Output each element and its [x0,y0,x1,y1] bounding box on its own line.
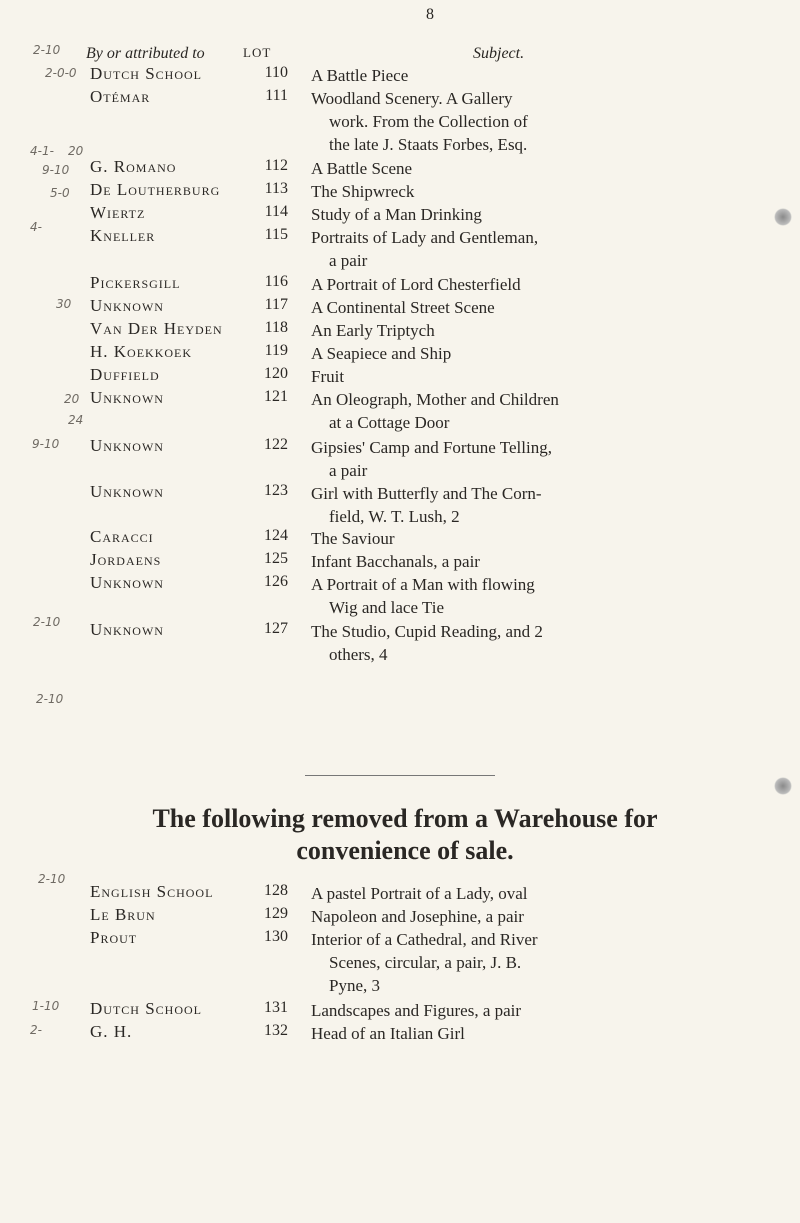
lot-artist: English School [90,882,214,901]
lot-subject-line: Wig and lace Tie [329,598,444,617]
pencil-note: 2-10 [36,692,64,706]
lot-subject-line: Woodland Scenery. A Gallery [311,89,513,108]
lot-number: 122 [264,436,288,453]
pencil-note: 5-0 [50,186,70,200]
lot-subject [311,388,761,434]
lot-subject [311,882,761,905]
lot-subject [311,620,761,666]
lot-subject [311,365,761,388]
lot-subject [311,273,761,296]
lot-subject-line: at a Cottage Door [329,413,450,432]
lot-number: 124 [264,527,288,544]
pencil-note: 24 [68,413,84,427]
lot-artist: Unknown [90,296,164,315]
header-lot: LOT [243,45,272,60]
lot-artist: G. Romano [90,157,177,176]
lot-subject-line: A Portrait of Lord Chesterfield [311,275,521,294]
lot-artist: De Loutherburg [90,180,221,199]
lot-number: 125 [264,550,288,567]
pencil-note: 30 [56,297,72,311]
lot-number: 119 [264,342,288,359]
lot-number: 126 [264,573,288,590]
lot-subject [311,64,761,87]
lot-subject-line: the late J. Staats Forbes, Esq. [329,135,528,154]
lot-subject-line: Scenes, circular, a pair, J. B. [329,953,522,972]
lot-number: 111 [265,87,288,104]
lot-number: 120 [264,365,288,382]
lot-artist: Van Der Heyden [90,319,223,338]
lot-artist: Prout [90,928,138,947]
lot-number: 117 [264,296,288,313]
lot-artist: Duffield [90,365,160,384]
lot-artist: Dutch School [90,999,202,1018]
lot-subject-line: The Shipwreck [311,182,415,201]
lot-subject [311,527,761,550]
lot-subject-line: Study of a Man Drinking [311,205,482,224]
header-artist: By or attributed to [86,45,205,62]
lot-subject [311,319,761,342]
lot-subject [311,436,761,482]
lot-number: 132 [264,1022,288,1039]
ink-stain [774,777,792,795]
pencil-note: 9-10 [42,163,70,177]
lot-subject [311,573,761,619]
lot-artist: Dutch School [90,64,202,83]
lot-number: 131 [264,999,288,1016]
ink-stain [774,208,792,226]
lot-artist: Jordaens [90,550,162,569]
lot-number: 118 [264,319,288,336]
removed-notice: The following removed from a Warehouse for convenience of sale. [152,804,658,865]
lot-subject [311,226,761,272]
lot-artist: Unknown [90,388,164,407]
lot-subject-line: A Portrait of a Man with flowing [311,575,535,594]
lot-subject-line: others, 4 [329,645,388,664]
lot-subject-line: work. From the Collection of [329,112,528,131]
lot-subject [311,928,761,997]
lot-artist: Unknown [90,436,164,455]
pencil-note: 9-10 [32,437,60,451]
lot-number: 127 [264,620,288,637]
lot-subject [311,87,761,156]
lot-subject-line: A pastel Portrait of a Lady, oval [311,884,528,903]
lot-subject-line: An Early Triptych [311,321,435,340]
lot-artist: Kneller [90,226,156,245]
lot-artist: Unknown [90,573,164,592]
lot-artist: Caracci [90,527,154,546]
page-number: 8 [426,6,434,23]
lot-subject-line: a pair [329,251,368,270]
lot-artist: H. Koekkoek [90,342,193,361]
lot-subject [311,296,761,319]
lot-subject-line: Gipsies' Camp and Fortune Telling, [311,438,552,457]
lot-subject [311,550,761,573]
lot-number: 123 [264,482,288,499]
lot-subject-line: a pair [329,461,368,480]
lot-subject-line: Napoleon and Josephine, a pair [311,907,524,926]
lot-subject [311,203,761,226]
lot-subject-line: A Continental Street Scene [311,298,495,317]
pencil-note: 4- [30,220,42,234]
lot-subject [311,999,761,1022]
section-divider [305,775,495,776]
lot-subject-line: A Battle Piece [311,66,409,85]
lot-artist: Unknown [90,620,164,639]
lot-subject-line: Portraits of Lady and Gentleman, [311,228,539,247]
header-subject: Subject. [473,45,525,62]
lot-subject [311,482,761,528]
lot-number: 110 [264,64,288,81]
pencil-note: 2-10 [33,43,61,57]
lot-number: 115 [264,226,288,243]
lot-subject-line: field, W. T. Lush, 2 [329,507,460,526]
lot-subject [311,180,761,203]
lot-artist: G. H. [90,1022,133,1041]
pencil-note: 2-0-0 [45,66,77,80]
lot-artist: Otémar [90,87,151,106]
lot-artist: Wiertz [90,203,146,222]
pencil-note: 2-10 [33,615,61,629]
lot-subject-line: A Battle Scene [311,159,413,178]
lot-number: 129 [264,905,288,922]
lot-subject-line: Pyne, 3 [329,976,380,995]
lot-subject-line: The Saviour [311,529,395,548]
lot-subject [311,1022,761,1045]
lot-subject-line: Interior of a Cathedral, and River [311,930,538,949]
lot-subject-line: An Oleograph, Mother and Children [311,390,559,409]
lot-subject [311,905,761,928]
lot-subject-line: The Studio, Cupid Reading, and 2 [311,622,543,641]
lot-artist: Le Brun [90,905,156,924]
pencil-note: 2-10 [38,872,66,886]
lot-number: 121 [264,388,288,405]
lot-subject-line: Girl with Butterfly and The Corn- [311,484,542,503]
pencil-note: 4-1- [30,144,54,158]
lot-subject [311,157,761,180]
lot-subject-line: Infant Bacchanals, a pair [311,552,480,571]
lot-number: 113 [264,180,288,197]
lot-artist: Pickersgill [90,273,181,292]
lot-number: 130 [264,928,288,945]
pencil-note: 2- [30,1023,42,1037]
lot-subject [311,342,761,365]
pencil-note: 1-10 [32,999,60,1013]
lot-number: 112 [264,157,288,174]
lot-number: 114 [264,203,288,220]
lot-subject-line: Head of an Italian Girl [311,1024,465,1043]
pencil-note: 20 [68,144,84,158]
lot-subject-line: A Seapiece and Ship [311,344,452,363]
lot-number: 128 [264,882,288,899]
lot-subject-line: Landscapes and Figures, a pair [311,1001,522,1020]
pencil-note: 20 [64,392,80,406]
lot-number: 116 [264,273,288,290]
lot-subject-line: Fruit [311,367,345,386]
lot-artist: Unknown [90,482,164,501]
